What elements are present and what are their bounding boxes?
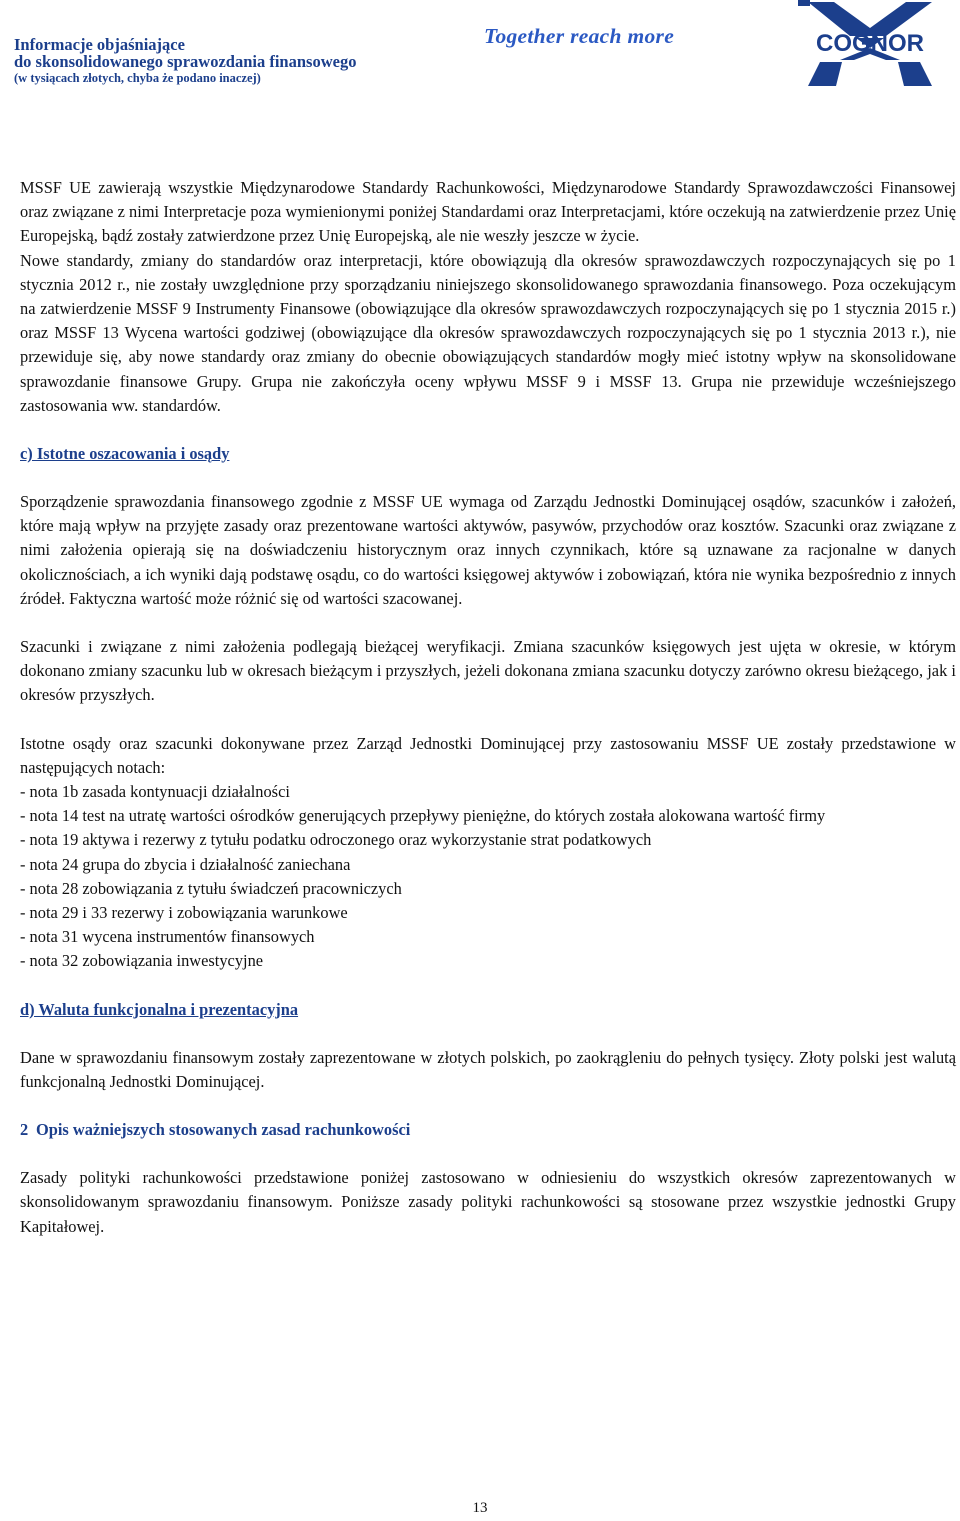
page-number: 13: [472, 1500, 488, 1516]
spacer: [20, 1094, 956, 1118]
paragraph-standards-scope: MSSF UE zawierają wszystkie Międzynarodowe Standardy Rachunkowości, Międzynarodowe Standardy Sprawozdawczości Finansowej oraz związane z nimi Interpretacje poza wymienionymi poniżej Standardami oraz Interpretacjami, które oczekują na zatwierdzenie przez Unię Europejską, bądź zostały zatwierdzone przez Unię Europejską, ale nie weszły jeszcze w życie.: [20, 178, 956, 246]
list-item: - nota 19 aktywa i rezerwy z tytułu podatku odroczonego oraz wykorzystanie strat podatkowych: [20, 830, 652, 850]
header-title-block: [14, 36, 356, 87]
list-item: - nota 24 grupa do zbycia i działalność zaniechana: [20, 854, 351, 874]
header-title-line1: Informacje objaśniające: [14, 35, 185, 54]
section-heading-2: [20, 1118, 956, 1142]
list-item: - nota 29 i 33 rezerwy i zobowiązania warunkowe: [20, 903, 348, 923]
section-number: 2: [20, 1120, 29, 1140]
list-item: - nota 14 test na utratę wartości ośrodków generujących przepływy pieniężne, do których została alokowana wartość firmy: [20, 806, 826, 826]
list-item: - nota 32 zobowiązania inwestycyjne: [20, 951, 264, 971]
header-title-line3: (w tysiącach złotych, chyba że podano inaczej): [14, 71, 261, 85]
section-title: Opis ważniejszych stosowanych zasad rachunkowości: [36, 1120, 411, 1140]
spacer: [20, 466, 956, 490]
spacer: [20, 418, 956, 442]
paragraph-currency: Dane w sprawozdaniu finansowym zostały zaprezentowane w złotych polskich, po zaokrągleniu do pełnych tysięcy. Złoty polski jest walutą funkcjonalną Jednostki Dominującej.: [20, 1047, 956, 1091]
paragraph-judgements-intro: Istotne osądy oraz szacunki dokonywane przez Zarząd Jednostki Dominującej przy zastosowaniu MSSF UE zostały przedstawione w następujących notach:: [20, 733, 956, 777]
spacer: [20, 1022, 956, 1046]
list-item: - nota 28 zobowiązania z tytułu świadczeń pracowniczych: [20, 878, 402, 898]
header-title-line2: do skonsolidowanego sprawozdania finansowego: [14, 52, 357, 71]
paragraph-accounting-policies: Zasady polityki rachunkowości przedstawione poniżej zastosowano w odniesieniu do wszystkich okresów zaprezentowanych w skonsolidowanym sprawozdaniu finansowym. Poniższe zasady polityki rachunkowości są stosowane przez wszystkie jednostki Grupy Kapitałowej.: [20, 1168, 956, 1236]
paragraph-estimates: Sporządzenie sprawozdania finansowego zgodnie z MSSF UE wymaga od Zarządu Jednostki Dominującej osądów, szacunków i założeń, które mają wpływ na przyjęte zasady oraz prezentowane wartości aktywów, pasywów, przychodów oraz kosztów. Szacunki oraz związane z nimi założenia opierają się na doświadczeniu historycznym oraz innych czynnikach, które są uznawane za racjonalne w danych okolicznościach, a ich wyniki dają podstawę osądu, co do wartości księgowej aktywów i zobowiązań, która nie wynika bezpośrednio z innych źródeł. Faktyczna wartość może różnić się od wartości szacowanej.: [20, 492, 956, 608]
spacer: [20, 974, 956, 998]
spacer: [20, 1142, 956, 1166]
section-heading-c: c) Istotne oszacowania i osądy: [20, 444, 230, 464]
header-tagline: Together reach more: [484, 24, 675, 48]
spacer: [20, 611, 956, 635]
spacer: [20, 708, 956, 732]
section-heading-d: d) Waluta funkcjonalna i prezentacyjna: [20, 999, 299, 1019]
paragraph-estimates-review: Szacunki i związane z nimi założenia podlegają bieżącej weryfikacji. Zmiana szacunków księgowych jest ujęta w okresie, w którym dokonano zmiany szacunku lub w okresach bieżącym i przyszłych, jeżeli dokonana zmiana szacunku dotyczy zarówno okresu bieżącego, jak i okresów przyszłych.: [20, 637, 956, 705]
document-body: [20, 176, 956, 1239]
paragraph-new-standards: Nowe standardy, zmiany do standardów oraz interpretacji, które obowiązują dla okresów sprawozdawczych rozpoczynających się po 1 stycznia 2012 r., nie zostały uwzględnione przy sporządzaniu niniejszego skonsolidowanego sprawozdania finansowego. Poza oczekującym na zatwierdzenie MSSF 9 Instrumenty Finansowe (obowiązujące dla okresów sprawozdawczych rozpoczynających się po 1 stycznia 2015 r.) oraz MSSF 13 Wycena wartości godziwej (obowiązujące dla okresów sprawozdawczych rozpoczynających się po 1 stycznia 2013 r.), nie przewiduje się, aby nowe standardy oraz zmiany do obecnie obowiązujących standardów mogły mieć istotny wpływ na skonsolidowane sprawozdanie finansowe Grupy. Grupa nie zakończyła oceny wpływu MSSF 9 i MSSF 13. Grupa nie przewiduje wcześniejszego zastosowania ww. standardów.: [20, 250, 956, 415]
cognor-x-logo-icon: [790, 0, 950, 88]
page-header: [0, 0, 960, 100]
list-item: - nota 1b zasada kontynuacji działalności: [20, 782, 290, 802]
list-item: - nota 31 wycena instrumentów finansowych: [20, 927, 315, 947]
logo-text: COGNOR: [816, 30, 924, 57]
